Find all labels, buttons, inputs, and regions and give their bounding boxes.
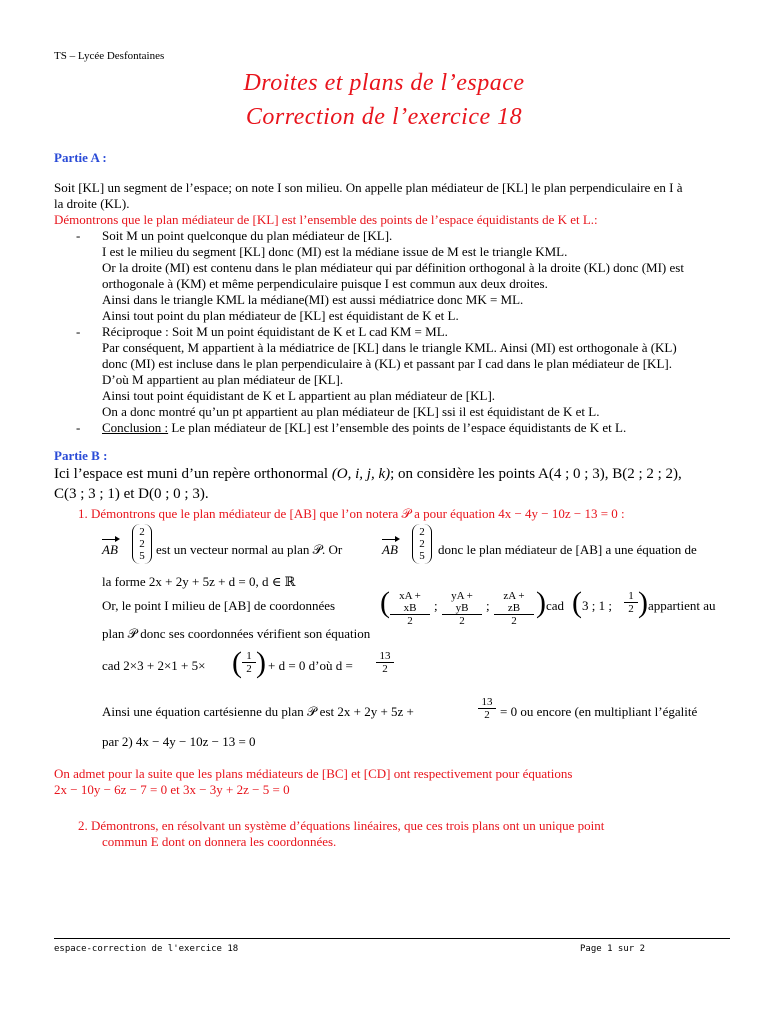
fraction-half [624, 590, 638, 615]
footer-divider [54, 938, 730, 939]
vector-ab: AB [102, 542, 118, 557]
fraction-y [442, 590, 482, 627]
paren-close: ) [638, 586, 648, 619]
compute-text: cad 2×3 + 2×1 + 5× [102, 658, 206, 673]
fraction-z [494, 590, 534, 627]
d-result-text: + d = 0 d’où d = [268, 658, 353, 673]
part-a-intro-1: Soit [KL] un segment de l’espace; on note I son milieu. On appelle plan médiateur de [KL] le plan perpendiculaire en I à [54, 180, 683, 195]
question-2-line-2: commun E dont on donnera les coordonnées. [102, 834, 337, 849]
component: 5 [139, 550, 145, 562]
part-b-intro-1 [54, 466, 682, 482]
paren-close: ) [256, 646, 266, 679]
denominator: 2 [407, 615, 413, 627]
repere: (O, i, j, k) [331, 466, 391, 482]
component: 2 [139, 526, 145, 538]
cartesian-eq-rest: = 0 ou encore (en multipliant l’égalité [500, 704, 698, 719]
denominator: 2 [511, 615, 517, 627]
paren-open: ( [232, 646, 242, 679]
numerator: zA + zB [494, 590, 534, 615]
part-a-heading: Partie A : [54, 150, 107, 165]
fraction-half [242, 650, 256, 675]
footer-page-number: Page 1 sur 2 [580, 944, 646, 954]
coords-verify: plan 𝒫 donc ses coordonnées vérifient son équation [102, 626, 371, 641]
part-a-line: I est le milieu du segment [KL] donc (MI) est la médiane issue de M est le triangle KML. [102, 244, 568, 259]
paren-open: ( [572, 586, 582, 619]
midpoint-coords: 3 ; 1 ; [582, 598, 612, 613]
conclusion-label: Conclusion : [102, 420, 169, 435]
final-equation: par 2) 4x − 4y − 10z − 13 = 0 [102, 734, 256, 749]
numerator: 13 [478, 696, 496, 709]
title-line-1: Droites et plans de l’espace [243, 70, 525, 96]
conclusion-text: Le plan médiateur de [KL] est l’ensemble des points de l’espace équidistants de K et L. [168, 420, 627, 435]
component: 2 [139, 538, 145, 550]
part-a-conclusion [102, 420, 626, 436]
denominator: 2 [484, 709, 490, 721]
denominator: 2 [628, 603, 634, 615]
part-a-line: Réciproque : Soit M un point équidistant de K et L cad KM = ML. [102, 324, 448, 339]
vector-ab: AB [382, 542, 398, 557]
part-a-line: Par conséquent, M appartient à la médiatrice de [KL] dans le triangle KML. Ainsi (MI) est orthogonale à (KL) [102, 340, 677, 355]
question-1: 1. Démontrons que le plan médiateur de [AB] que l’on notera 𝒫 a pour équation 4x − 4y − 10z − 13 = 0 : [78, 506, 625, 521]
part-a-line: Ainsi tout point équidistant de K et L appartient au plan médiateur de [KL]. [102, 388, 496, 403]
question-2-line-1: 2. Démontrons, en résolvant un système d’équations linéaires, que ces trois plans ont un unique point [78, 818, 605, 833]
title-line-2: Correction de l’exercice 18 [245, 104, 523, 130]
vector-ab-label [102, 542, 118, 558]
cad-text: cad [546, 598, 565, 613]
numerator: yA + yB [442, 590, 482, 615]
part-a-line: Soit M un point quelconque du plan médiateur de [KL]. [102, 228, 393, 243]
plane-equation-text: donc le plan médiateur de [AB] a une équation de [438, 542, 697, 557]
paren-close: ) [536, 586, 546, 619]
intro-points: ; on considère les points A(4 ; 0 ; 3), B(2 ; 2 ; 2), [390, 466, 682, 482]
school-header: TS – Lycée Desfontaines [54, 50, 165, 62]
numerator: 13 [376, 650, 394, 663]
normal-vector-text: est un vecteur normal au plan 𝒫. Or [156, 542, 343, 557]
fraction-13-2 [478, 696, 496, 721]
midpoint-text: Or, le point I milieu de [AB] de coordonnées [102, 598, 336, 613]
part-a-intro-2: la droite (KL). [54, 196, 130, 211]
part-a-line: On a donc montré qu’un pt appartient au plan médiateur de [KL] ssi il est équidistant de K et L. [102, 404, 600, 419]
denominator: 2 [382, 663, 388, 675]
vector-ab-components [412, 524, 432, 564]
part-a-line: Ainsi dans le triangle KML la médiane(MI) est aussi médiatrice donc MK = ML. [102, 292, 524, 307]
bullet-dash: - [76, 324, 81, 339]
intro-text: Ici l’espace est muni d’un repère orthonormal [54, 466, 329, 482]
numerator: xA + xB [390, 590, 430, 615]
admit-line-1: On admet pour la suite que les plans médiateurs de [BC] et [CD] ont respectivement pour équations [54, 766, 573, 781]
footer-left: espace-correction de l'exercice 18 [54, 944, 239, 954]
part-a-line: D’où M appartient au plan médiateur de [KL]. [102, 372, 344, 387]
numerator: 1 [242, 650, 256, 663]
part-b-heading: Partie B : [54, 448, 108, 463]
separator: ; [434, 598, 438, 613]
denominator: 2 [246, 663, 252, 675]
bullet-dash: - [76, 228, 81, 243]
plane-form: la forme 2x + 2y + 5z + d = 0, d ∈ ℝ [102, 574, 296, 589]
numerator: 1 [624, 590, 638, 603]
separator: ; [486, 598, 490, 613]
bullet-dash: - [76, 420, 81, 435]
component: 5 [419, 550, 425, 562]
paren-open: ( [380, 586, 390, 619]
part-a-line: orthogonale à (KM) et même perpendiculaire puisque I est commun aux deux droites. [102, 276, 548, 291]
vector-ab-label [382, 542, 398, 558]
part-a-claim: Démontrons que le plan médiateur de [KL] est l’ensemble des points de l’espace équidistants de K et L.: [54, 212, 598, 227]
belongs-text: appartient au [648, 598, 716, 613]
admit-line-2: 2x − 10y − 6z − 7 = 0 et 3x − 3y + 2z − 5 = 0 [54, 782, 290, 797]
fraction-x [390, 590, 430, 627]
component: 2 [419, 538, 425, 550]
cartesian-eq-text: Ainsi une équation cartésienne du plan 𝒫 est 2x + 2y + 5z + [102, 704, 414, 719]
part-a-line: Or la droite (MI) est contenu dans le plan médiateur qui par définition orthogonal à la droite (KL) donc (MI) est [102, 260, 684, 275]
part-a-line: Ainsi tout point du plan médiateur de [KL] est équidistant de K et L. [102, 308, 459, 323]
denominator: 2 [459, 615, 465, 627]
part-b-intro-2: C(3 ; 3 ; 1) et D(0 ; 0 ; 3). [54, 486, 209, 502]
vector-ab-components [132, 524, 152, 564]
fraction-d [376, 650, 394, 675]
component: 2 [419, 526, 425, 538]
part-a-line: donc (MI) est incluse dans le plan perpendiculaire à (KL) et passant par I cad dans le plan médiateur de [KL]. [102, 356, 672, 371]
